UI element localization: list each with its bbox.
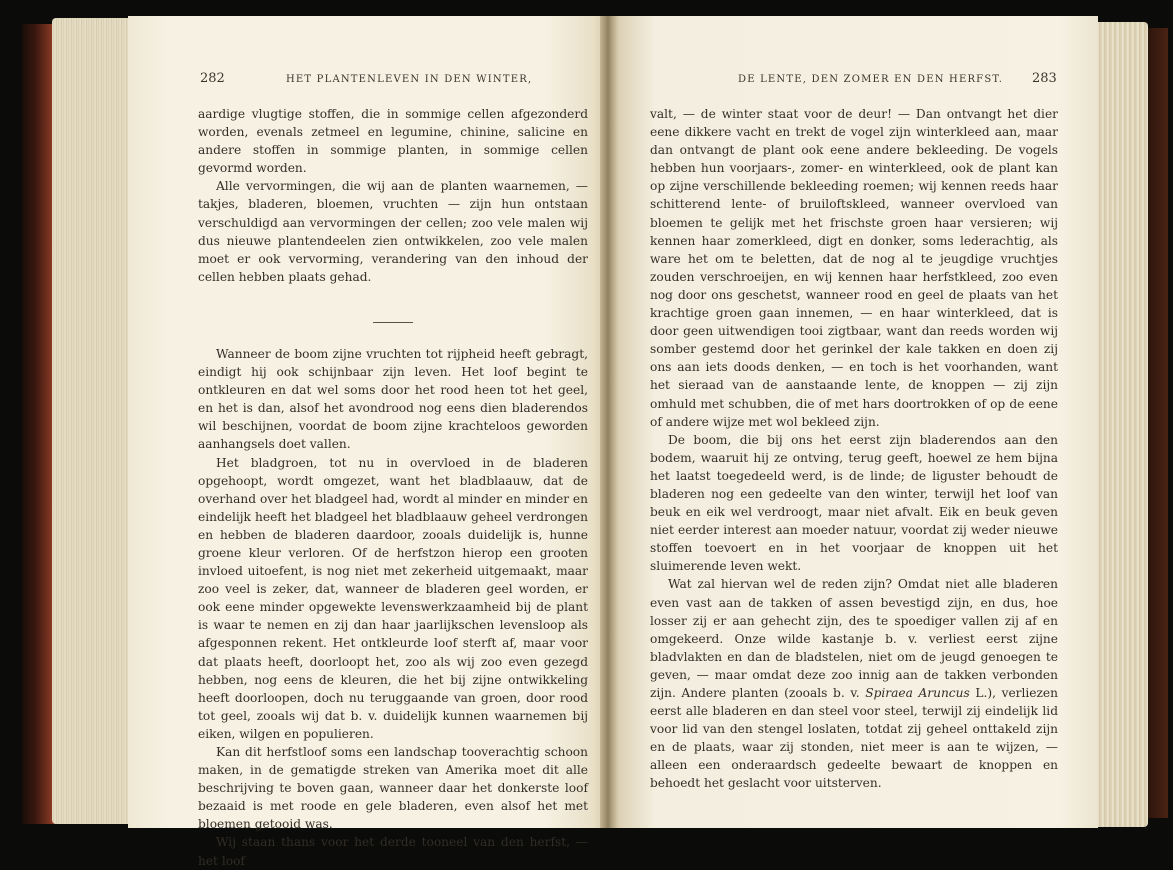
book-cover-left: [22, 24, 56, 824]
book-gutter: [600, 16, 618, 828]
right-page: [606, 16, 1098, 828]
left-page: [128, 16, 612, 868]
right-running-head: DE LENTE, DEN ZOMER EN DEN HERFST.: [738, 74, 1004, 85]
paragraph: De boom, die bij ons het eerst zijn bladerendos aan den bodem, waaruit hij ze ontving, terug geeft, hoewel ze hem bijna het laatst toegedeeld werd, is de linde; de liguster behoudt de bladeren nog een gedeelte van den winter, terwijl het loof van beuk en eik wel verdroogt, maar niet afvalt. Eik en beuk geven niet eerder interest aan moeder natuur, voordat zij weder nieuwe stoffen toevoert en in het voorjaar de knoppen uit het sluimerende leven wekt.: [650, 432, 1058, 574]
left-page-text: [198, 105, 588, 870]
left-running-head: HET PLANTENLEVEN IN DEN WINTER,: [286, 74, 533, 85]
paragraph: Alle vervormingen, die wij aan de planten waarnemen, — takjes, bladeren, bloemen, vruchten — zijn hun ontstaan verschuldigd aan vervormingen der cellen; zoo vele malen wij dus nieuwe plantendeelen zien ontwikkelen, zoo vele malen moet er ook vervorming, verandering van den inhoud der cellen hebben plaats gehad.: [198, 179, 588, 284]
page-edges-left: [52, 18, 132, 824]
paragraph: Kan dit herfstloof soms een landschap tooverachtig schoon maken, in de gematigde streken van Amerika moet dit alle beschrijving te boven gaan, wanneer daar het donkerste loof bezaaid is met roode en gele bladeren, even alsof het met bloemen getooid was.: [198, 745, 588, 832]
paragraph: valt, — de winter staat voor de deur! — Dan ontvangt het dier eene dikkere vacht en trekt de vogel zijn winterkleed aan, maar dan ontvangt de plant ook eene andere bekleeding. De vogels hebben hun voorjaars-, zomer- en winterkleed, ook de plant kan op zijne verschillende bekleeding roemen; wij kennen reeds haar schitterend lente- of bruiloftskleed, wanneer overvloed van bloemen te gelijk met het frischste groen haar versieren; wij kennen haar zomerkleed, digt en donker, soms lederachtig, als ware het om te beletten, dat de nog al te jeugdige vruchtjes zouden verschroeijen, en wij kennen haar herfstkleed, zoo even nog door ons geschetst, wanneer rood en geel de plaats van het krachtige groen gaan innemen, — en haar winterkleed, dat is door geen uitwendigen tooi zigtbaar, want dan reeds worden wij somber gestemd door het gerinkel der kale takken en doen zij ons aan iets doods denken, — en toch is het voorhanden, want het sieraad van de aanstaande lente, de knoppen — zij zijn omhuld met schubben, die of met hars doortrokken of op de eene of andere wijze met wol bekleed zijn.: [650, 107, 1058, 429]
paragraph: Wij staan thans voor het derde tooneel van den herfst, — het loof: [198, 835, 588, 868]
text-run: Wat zal hiervan wel de reden zijn? Omdat niet alle bladeren even vast aan de takken of assen bevestigd zijn, en dus, hoe losser zij er aan gehecht zijn, des te spoediger vallen zij af en omgekeerd. Onze wilde kastanje b. v. verliest eerst zijne bladvlakten en dan de bladstelen, niet om de jeugd genoegen te geven, — maar omdat deze zoo innig aan de takken verbonden zijn. Andere planten (zooals b. v.: [650, 577, 1058, 700]
text-run: L.), verliezen eerst alle bladeren en dan steel voor steel, terwijl zij eindelijk lid voor lid van den stengel loslaten, totdat zij geheel onttakeld zijn en de plaats, waar zij stonden, niet meer is aan te wijzen, — alleen een onderaardsch gedeelte bewaart de knoppen en behoedt het geslacht voor uitsterven.: [650, 686, 1058, 791]
paragraph: Het bladgroen, tot nu in overvloed in de bladeren opgehoopt, wordt omgezet, want het bladblaauw, dat de overhand over het bladgeel had, wordt al minder en minder en eindelijk heeft het bladgeel het bladblaauw geheel verdrongen en hebben de bladeren daardoor, zooals duidelijk is, hunne groene kleur verloren. Of de herfstzon hierop een grooten invloed uitoefent, is nog niet met zekerheid uitgemaakt, maar zoo veel is zeker, dat, wanneer de bladeren geel worden, er ook eene minder opgewekte levenswerkzaamheid bij de plant is waar te nemen en zij dan haar jaarlijkschen levensloop als afgesponnen rekent. Het ontkleurde loof sterft af, maar voor dat plaats heeft, doorloopt het, zoo als wij zoo even gezegd hebben, nog eens de kleuren, die het bij zijne ontwikkeling heeft doorloopen, doch nu teruggaande van groen, door rood tot geel, zooals wij dat b. v. duidelijk kunnen waarnemen bij eiken, wilgen en populieren.: [198, 455, 588, 741]
section-divider: [373, 322, 413, 323]
book-cover-right: [1146, 28, 1168, 818]
right-page-number: 283: [1032, 71, 1057, 86]
page-edges-right: [1096, 22, 1148, 827]
latin-species-name: Spiraea Aruncus: [865, 686, 970, 700]
paragraph: Wanneer de boom zijne vruchten tot rijpheid heeft gebragt, eindigt hij ook schijnbaar zijn leven. Het loof begint te ontkleuren en dat wel soms door het rood heen tot het geel, en het is dan, alsof het avondrood nog eens dien bladerendos wil beschijnen, voordat de boom zijne krachteloos geworden aanhangsels doet vallen.: [198, 346, 588, 452]
paragraph: aardige vlugtige stoffen, die in sommige cellen afgezonderd worden, evenals zetmeel en legumine, chinine, salicine en andere stoffen in sommige planten, in sommige cellen gevormd worden.: [198, 107, 588, 176]
right-page-text: [650, 105, 1058, 793]
paragraph: [650, 575, 1058, 792]
left-page-number: 282: [200, 71, 225, 86]
